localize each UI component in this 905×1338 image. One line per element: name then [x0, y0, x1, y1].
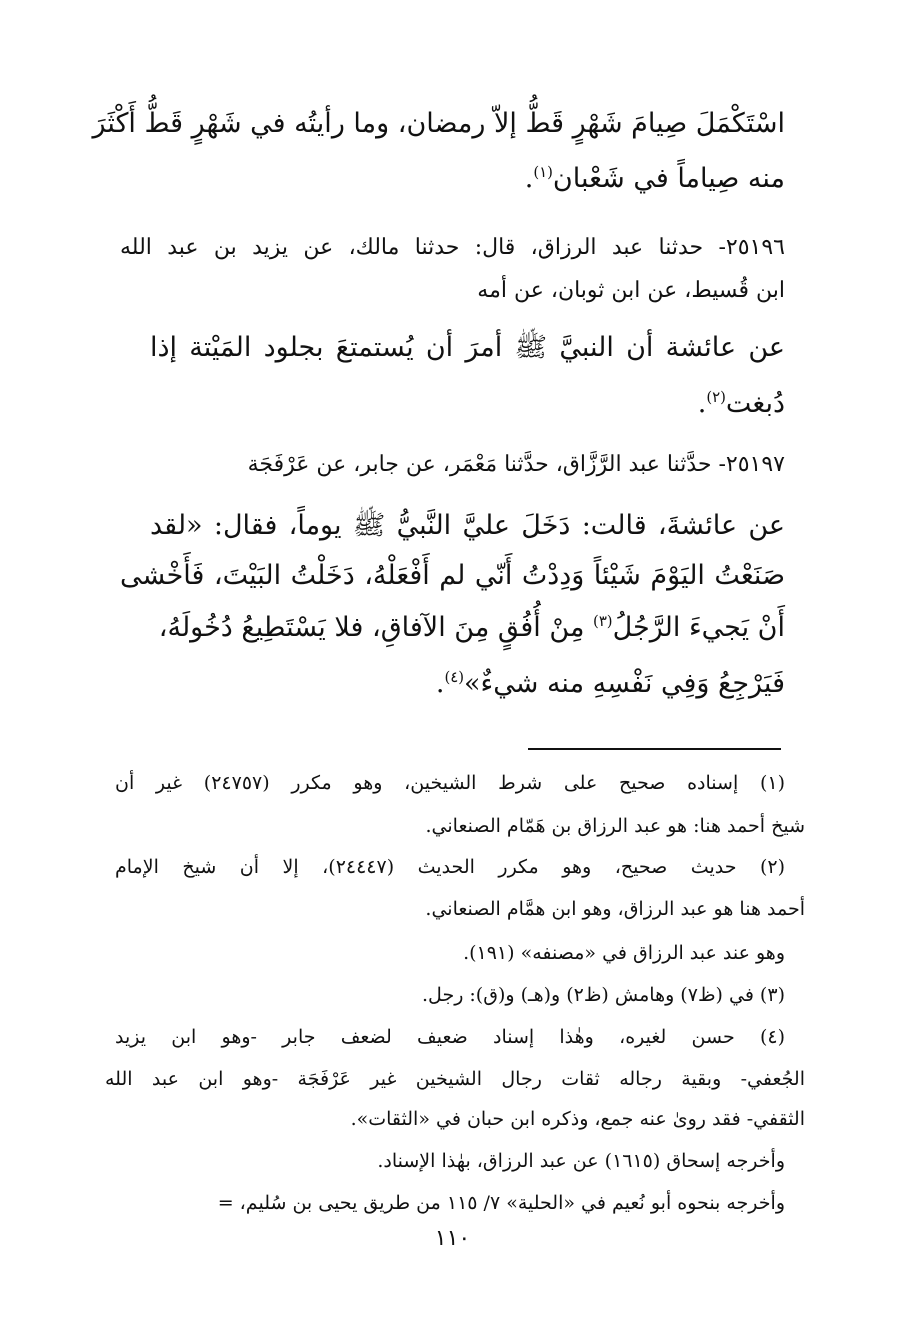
main-line-10-b: مِنْ أُفُقٍ مِنَ الآفاقِ، فلا يَسْتَطِيعُ دُخُولَهُ،: [158, 612, 585, 643]
main-line-10-a: أَنْ يَجيءَ الرَّجُلُ: [612, 612, 785, 643]
main-line-5: عن عائشة أن النبيَّ ﷺ أمرَ أن يُستمتعَ بجلود المَيْتة إذا: [150, 332, 785, 363]
end-dot: .: [524, 163, 534, 194]
main-line-8: عن عائشةَ، قالت: دَخَلَ عليَّ النَّبيُّ ﷺ يوماً، فقال: «لقد: [150, 510, 785, 541]
hadith-25196-isnad-line-1: ٢٥١٩٦- حدثنا عبد الرزاق، قال: حدثنا مالك، عن يزيد بن عبد الله: [120, 235, 785, 260]
main-line-9: صَنَعْتُ اليَوْمَ شَيْئاً وَدِدْتُ أَنّي لم أَفْعَلْهُ، دَخَلْتُ البَيْتَ، فَأَخْشى: [120, 560, 785, 591]
page-number: ١١٠: [434, 1226, 471, 1251]
hadith-25197-isnad: ٢٥١٩٧- حدَّثنا عبد الرَّزَّاق، حدَّثنا مَعْمَر، عن جابر، عن عَرْفَجَة: [247, 452, 785, 477]
footnote-mark-2: (٢): [706, 388, 726, 406]
footnote-3: (٣) في (ظ٧) وهامش (ظ٢) و(هـ) و(ق): رجل.: [422, 984, 785, 1006]
end-dot-2: .: [697, 388, 707, 419]
main-line-11-text: فَيَرْجِعُ وَفِي نَفْسِهِ منه شيءٌ»: [464, 668, 785, 699]
main-line-2-text: منه صِياماً في شَعْبان: [552, 163, 785, 194]
main-line-6: [120, 388, 785, 419]
footnote-2-line-1: (٢) حديث صحيح، وهو مكرر الحديث (٢٤٤٤٧)، إلا أن شيخ الإمام: [115, 856, 786, 878]
footnote-mark-3: (٣): [593, 612, 613, 630]
footnote-2-line-2: أحمد هنا هو عبد الرزاق، وهو ابن همَّام الصنعاني.: [425, 898, 805, 920]
main-line-6-text: دُبغت: [725, 388, 785, 419]
main-line-2: [120, 163, 785, 194]
main-line-1: اسْتَكْمَلَ صِيامَ شَهْرٍ قَطُّ إلاّ رمضان، وما رأيتُه في شَهْرٍ قَطُّ أَكْثَرَ: [92, 108, 785, 139]
footnote-2-line-3: وهو عند عبد الرزاق في «مصنفه» (١٩١).: [463, 942, 785, 964]
footnote-1-line-2: شيخ أحمد هنا: هو عبد الرزاق بن هَمّام الصنعاني.: [425, 815, 805, 837]
hadith-25196-isnad-line-2: ابن قُسيط، عن ابن ثوبان، عن أمه: [477, 278, 785, 303]
footnote-mark-4: (٤): [444, 668, 465, 686]
end-dot-3: .: [435, 668, 445, 699]
footnote-mark-1: (١): [533, 163, 553, 181]
footnote-4-line-5: وأخرجه بنحوه أبو نُعيم في «الحلية» ٧/ ١١٥ من طريق يحيى بن سُليم، =: [217, 1192, 785, 1214]
main-line-10: [120, 612, 785, 643]
footnote-4-line-2: الجُعفي- وبقية رجاله ثقات رجال الشيخين غير عَرْفَجَة -وهو ابن عبد الله: [105, 1068, 805, 1090]
footnote-4-line-3: الثقفي- فقد روىٰ عنه جمع، وذكره ابن حبان في «الثقات».: [350, 1108, 805, 1130]
main-line-11: [120, 668, 785, 699]
footnote-4-line-4: وأخرجه إسحاق (١٦١٥) عن عبد الرزاق، بهٰذا الإسناد.: [377, 1150, 785, 1172]
footnote-separator: [528, 748, 781, 750]
footnote-4-line-1: (٤) حسن لغيره، وهٰذا إسناد ضعيف لضعف جابر -وهو ابن يزيد: [115, 1026, 785, 1048]
footnote-1-line-1: (١) إسناده صحيح على شرط الشيخين، وهو مكرر (٢٤٧٥٧) غير أن: [115, 772, 785, 794]
